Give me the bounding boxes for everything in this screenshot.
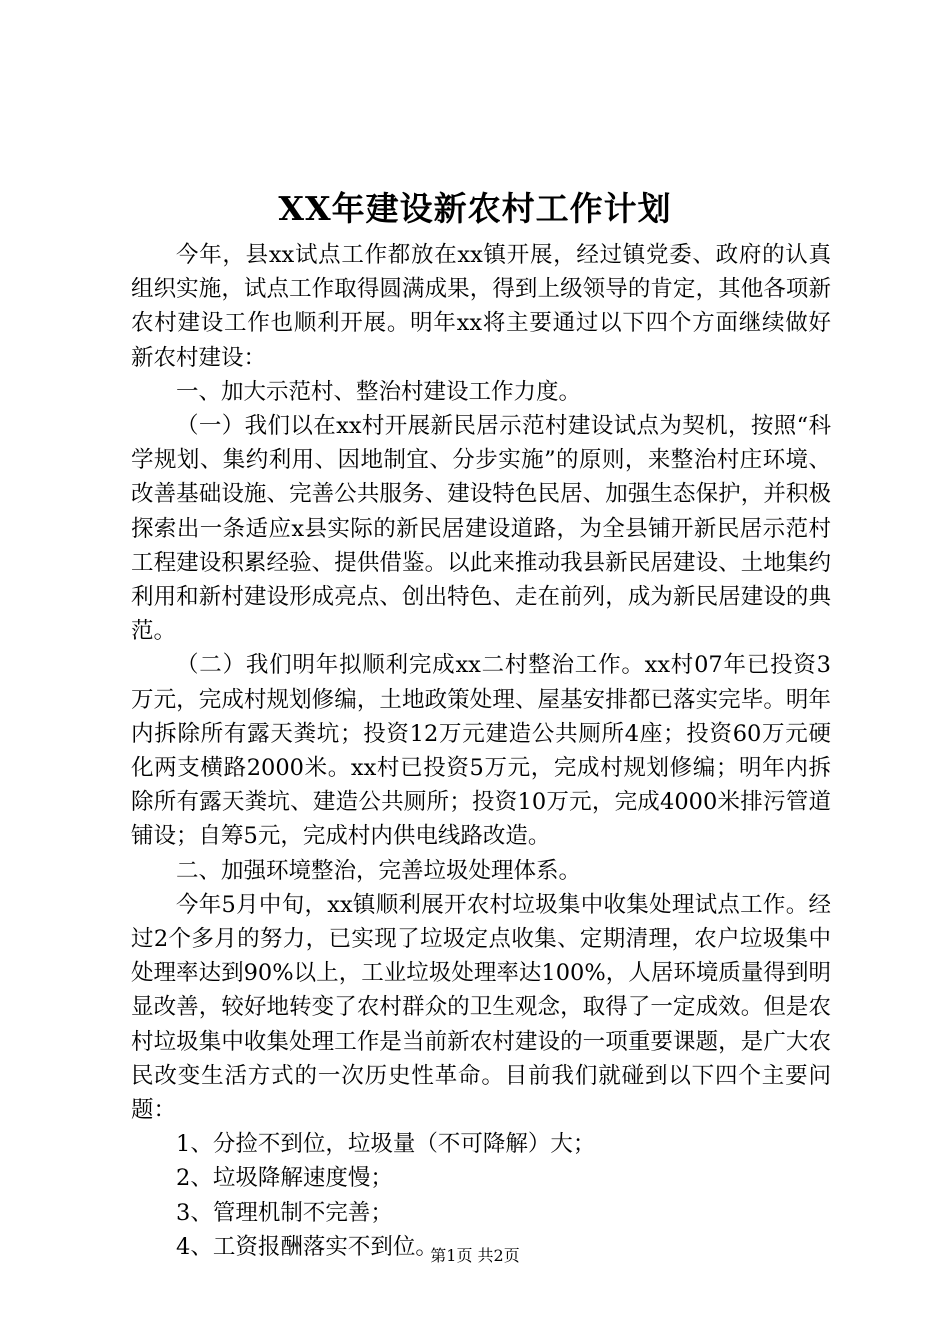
list-item-4: 4、工资报酬落实不到位。 bbox=[176, 1233, 438, 1260]
page-footer: 第1页 共2页 bbox=[430, 1246, 520, 1265]
document-title: XX年建设新农村工作计划 bbox=[278, 189, 672, 228]
list-item-2: 2、垃圾降解速度慢； bbox=[176, 1165, 393, 1192]
paragraph-1-1: （一）我们以在xx村开展新民居示范村建设试点为契机，按照“科学规划、集约利用、因地制宜、分步实施”的原则，来整治村庄环境、改善基础设施、完善公共服务、建设特色民居、加强生态保护，并积极探索出一条适应x县实际的新民居建设道路，为全县铺开新民居示范村工程建设积累经验、提供借鉴。以此来推动我县新民居建设、土地集约利用和新村建设形成亮点、创出特色、走在前列，成为新民居建设的典范。 bbox=[131, 413, 831, 645]
paragraph-intro: 今年，县xx试点工作都放在xx镇开展，经过镇党委、政府的认真组织实施，试点工作取得圆满成果，得到上级领导的肯定，其他各项新农村建设工作也顺利开展。明年xx将主要通过以下四个方面继续做好新农村建设： bbox=[131, 242, 831, 371]
section-heading-2: 二、加强环境整治，完善垃圾处理体系。 bbox=[176, 857, 582, 884]
section-heading-1: 一、加大示范村、整治村建设工作力度。 bbox=[176, 378, 582, 405]
list-item-3: 3、管理机制不完善； bbox=[176, 1199, 393, 1226]
document-body bbox=[131, 238, 831, 1264]
list-item-1: 1、分捡不到位，垃圾量（不可降解）大； bbox=[176, 1131, 596, 1158]
paragraph-1-2: （二）我们明年拟顺利完成xx二村整治工作。xx村07年已投资3万元，完成村规划修编，土地政策处理、屋基安排都已落实完毕。明年内拆除所有露天粪坑；投资12万元建造公共厕所4座；投资60万元硬化两支横路2000米。xx村已投资5万元，完成村规划修编；明年内拆除所有露天粪坑、建造公共厕所；投资10万元，完成4000米排污管道铺设；自筹5元，完成村内供电线路改造。 bbox=[131, 652, 831, 850]
paragraph-2-1: 今年5月中旬，xx镇顺利展开农村垃圾集中收集处理试点工作。经过2个多月的努力，已实现了垃圾定点收集、定期清理，农户垃圾集中处理率达到90%以上，工业垃圾处理率达100%，人居环境质量得到明显改善，较好地转变了农村群众的卫生观念，取得了一定成效。但是农村垃圾集中收集处理工作是当前新农村建设的一项重要课题，是广大农民改变生活方式的一次历史性革命。目前我们就碰到以下四个主要问题： bbox=[131, 891, 831, 1124]
